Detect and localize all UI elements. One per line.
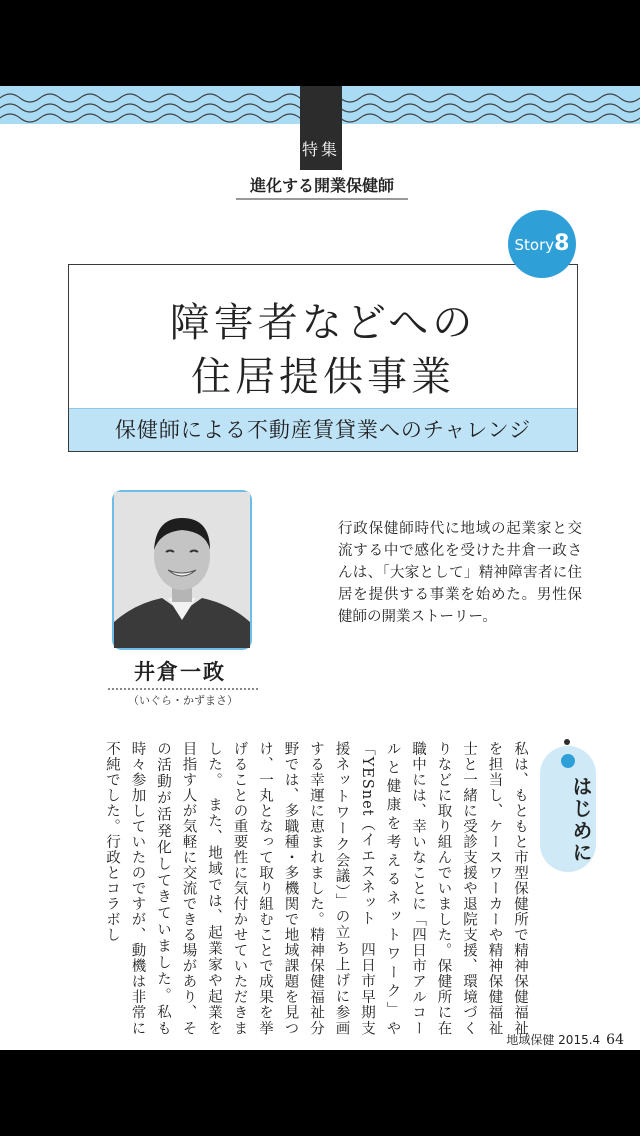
story-badge xyxy=(508,210,576,278)
page-number: 64 xyxy=(606,1032,624,1048)
story-badge-label: Story xyxy=(514,236,555,254)
name-divider xyxy=(108,688,258,690)
story-badge-number: 8 xyxy=(554,231,570,256)
section-marker-dot xyxy=(564,739,570,745)
intro-text: 行政保健師時代に地域の起業家と交流する中で感化を受けた井倉一政さんは、「大家として」精神障害者に住居を提供する事業を始めた。男性保健師の開業ストーリー。 xyxy=(338,521,582,625)
author-reading: （いぐら・かずまさ） xyxy=(128,694,238,707)
title-box xyxy=(68,264,578,452)
page-folio xyxy=(506,1031,624,1048)
portrait-illustration xyxy=(114,492,250,648)
series-title: 進化する開業保健師 xyxy=(236,174,408,200)
section-heading-badge xyxy=(540,746,596,872)
article-body: 私は、もともと市型保健所で精神保健福祉を担当し、ケースワーカーや精神保健福祉士と一緒に受診支援や退院支援、環境づくりなどに取り組んでいました。保健所に在職中には、幸いなことに「四日市アルコールと健康を考えるネットワーク」や「YESnet（イエスネット 四日市早期支援ネットワーク会議）」の立ち上げに参画する幸運に恵まれました。精神保健福祉分野では、多職種・多機関で地域課題を見つけ、一丸となって取り組むことで成果を挙げることの重要性に気付かせていただきました。 また、地域では、起業家や起業を目指す人が気軽に交流できる場があり、その活動が活発化してきていました。私も時々参加していたのですが、動機は非常に不純でした。行政とコラボし xyxy=(104,741,528,1036)
title-line-1: 障害者などへの xyxy=(169,300,477,346)
author-photo xyxy=(112,490,252,650)
section-heading: はじめに xyxy=(569,776,593,864)
author-name: 井倉一政 xyxy=(134,660,226,684)
section-tab-label: 特集 xyxy=(301,140,340,159)
journal-issue: 地域保健 2015.4 xyxy=(506,1033,601,1047)
title-line-2: 住居提供事業 xyxy=(191,354,455,400)
magazine-page xyxy=(0,86,640,1050)
circle-icon xyxy=(561,754,575,768)
section-tab xyxy=(300,86,342,170)
subtitle-bar: 保健師による不動産賃貸業へのチャレンジ xyxy=(69,408,577,451)
